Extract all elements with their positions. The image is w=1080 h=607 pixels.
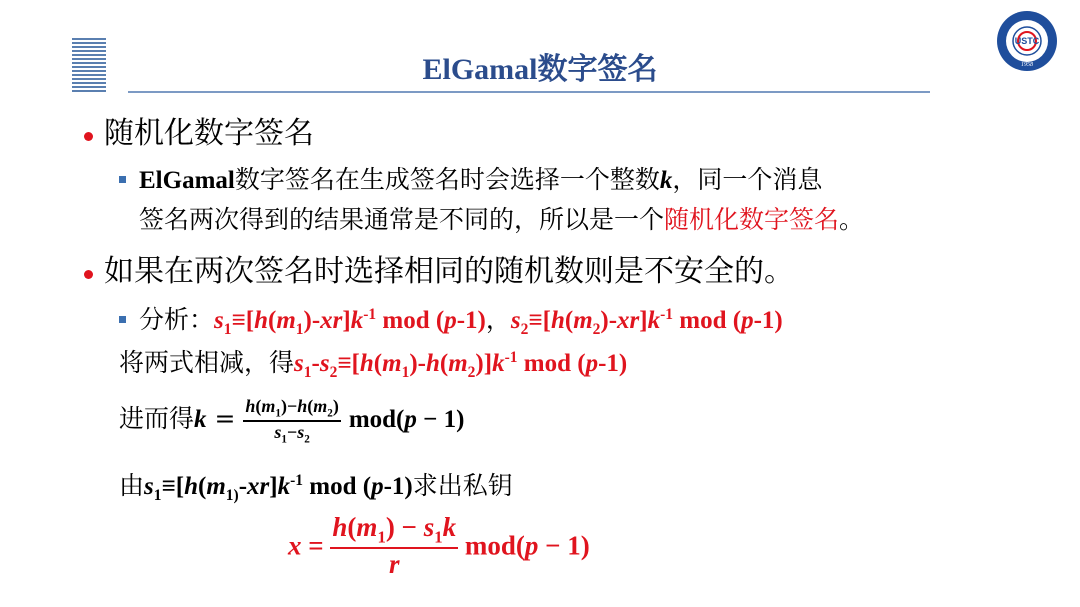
logo-year: 1958 bbox=[1021, 62, 1033, 68]
sub-bullet-square bbox=[119, 176, 126, 183]
sub-bullet-1-line-1: ElGamal数字签名在生成签名时会选择一个整数k，同一个消息 bbox=[139, 165, 823, 194]
private-key-line: 由$s_1\equiv[h(m_{1)}-xr]k^{-1}$ mod (p-1)求出私钥 bbox=[119, 471, 513, 504]
subtract-line: 将两式相减，得$s_1-s_2\equiv[h(m_1)-h(m_2)]k^{-1}$ mod (p-1) bbox=[119, 348, 628, 381]
bullet-2-text: 如果在两次签名时选择相同的随机数则是不安全的。 bbox=[104, 254, 794, 289]
bullet-dot bbox=[84, 270, 93, 279]
analysis-line: 分析：$s_1\equiv[h(m_1)-xr]k^{-1}$ mod (p-1)，$s_2\equiv[h(m_2)-xr]k^{-1}$ mod (p-1) bbox=[139, 305, 783, 338]
logo-text: USTC bbox=[1014, 36, 1040, 46]
ustc-logo-icon bbox=[996, 10, 1058, 72]
x-formula: x = $\frac{h(m_1) - s_1k}{r}$ mod(p − 1) bbox=[288, 512, 590, 580]
sub-bullet-1-line-2: 签名两次得到的结果通常是不同的，所以是一个随机化数字签名。 bbox=[139, 205, 865, 234]
k-formula-line: 进而得k = $\frac{h(m_1)-h(m_2)}{s_1-s_2}$ mod(p − 1) bbox=[119, 396, 465, 446]
bullet-1-text: 随机化数字签名 bbox=[104, 116, 314, 151]
bullet-dot bbox=[84, 132, 93, 141]
page-title: ElGamal数字签名 bbox=[422, 53, 658, 86]
title-underline bbox=[128, 91, 930, 93]
sub-bullet-square bbox=[119, 316, 126, 323]
